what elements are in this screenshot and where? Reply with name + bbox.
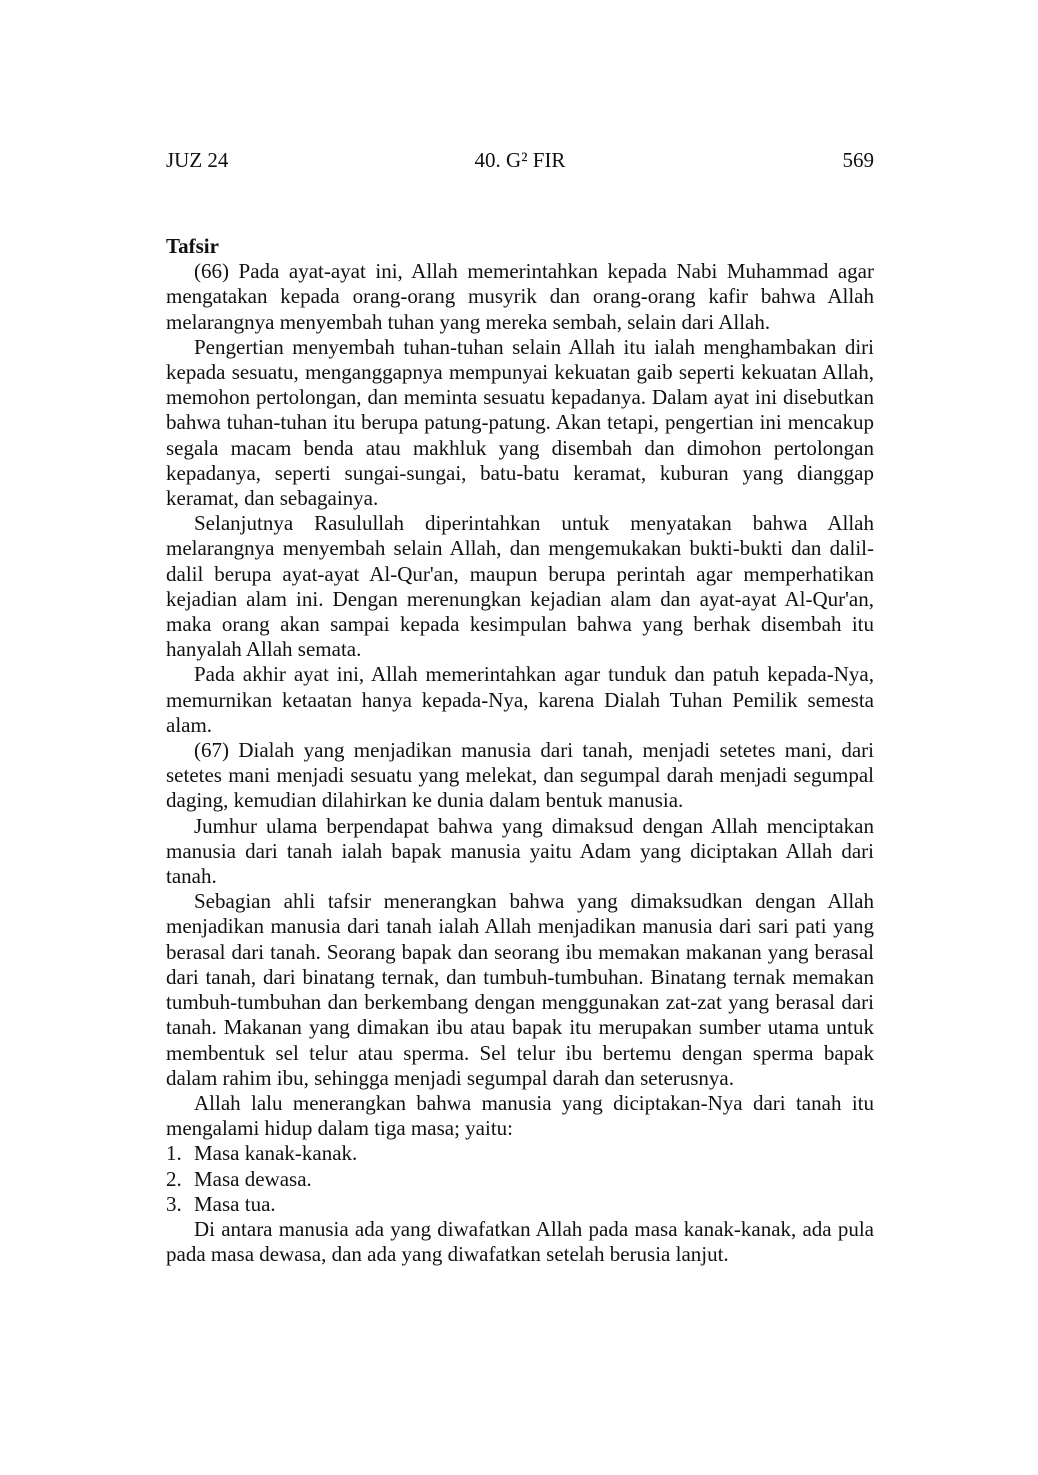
paragraph: Jumhur ulama berpendapat bahwa yang dimaksud dengan Allah menciptakan manusia dari tanah ialah bapak manusia yaitu Adam yang diciptakan Allah dari tanah. (166, 813, 874, 889)
paragraph: (66) Pada ayat-ayat ini, Allah memerintahkan kepada Nabi Muhammad agar mengatakan kepada orang-orang musyrik dan orang-orang kafir bahwa Allah melarangnya menyembah tuhan yang mereka sembah, selain dari Allah. (166, 259, 874, 334)
page-header (166, 145, 874, 175)
list-number: 2. (166, 1166, 182, 1191)
paragraph: Selanjutnya Rasulullah diperintahkan untuk menyatakan bahwa Allah melarangnya menyembah selain Allah, dan mengemukakan bukti-bukti dan dalil-dalil berupa ayat-ayat Al-Qur'an, maupun berupa perintah agar memperhatikan kejadian alam ini. Dengan merenungkan kejadian alam dan ayat-ayat Al-Qur'an, maka orang akan sampai kepada kesimpulan bahwa yang berhak disembah itu hanyalah Allah semata. (166, 511, 874, 662)
paragraph: Di antara manusia ada yang diwafatkan Allah pada masa kanak-kanak, ada pula pada masa dewasa, dan ada yang diwafatkan setelah berusia lanjut. (166, 1216, 874, 1267)
list-item (166, 1167, 874, 1192)
list-text: Masa tua. (194, 1191, 276, 1216)
paragraph: Allah lalu menerangkan bahwa manusia yang diciptakan-Nya dari tanah itu mengalami hidup dalam tiga masa; yaitu: (166, 1090, 874, 1141)
surah-title: 40. G² FIR (474, 148, 566, 172)
page-number: 569 (842, 148, 874, 172)
paragraph: Pengertian menyembah tuhan-tuhan selain Allah itu ialah menghambakan diri kepada sesuatu, menganggapnya mempunyai kekuatan gaib seperti kekuatan Allah, memohon pertolongan, dan meminta sesuatu kepadanya. Dalam ayat ini disebutkan bahwa tuhan-tuhan itu berupa patung-patung. Akan tetapi, pengertian ini mencakup segala macam benda atau makhluk yang disembah dan dimohon pertolongan kepadanya, seperti sungai-sungai, batu-batu keramat, kuburan yang dianggap keramat, dan sebagainya. (166, 334, 874, 511)
list-item (166, 1192, 874, 1217)
page-body (166, 234, 874, 1267)
list-text: Masa kanak-kanak. (194, 1141, 358, 1166)
list-number: 3. (166, 1191, 182, 1216)
paragraph: (67) Dialah yang menjadikan manusia dari tanah, menjadi setetes mani, dari setetes mani menjadi sesuatu yang melekat, dan segumpal darah menjadi segumpal daging, kemudian dilahirkan ke dunia dalam bentuk manusia. (166, 738, 874, 813)
list-item (166, 1141, 874, 1166)
paragraph: Pada akhir ayat ini, Allah memerintahkan agar tunduk dan patuh kepada-Nya, memurnikan ketaatan hanya kepada-Nya, karena Dialah Tuhan Pemilik semesta alam. (166, 662, 874, 737)
numbered-list (166, 1141, 874, 1217)
list-number: 1. (166, 1141, 182, 1166)
list-text: Masa dewasa. (194, 1166, 312, 1191)
juz-label: JUZ 24 (166, 148, 229, 172)
paragraph: Sebagian ahli tafsir menerangkan bahwa yang dimaksudkan dengan Allah menjadikan manusia dari tanah ialah Allah menjadikan manusia dari sari pati yang berasal dari tanah. Seorang bapak dan seorang ibu memakan makanan yang berasal dari tanah, dari binatang ternak, dan tumbuh-tumbuhan. Binatang ternak memakan tumbuh-tumbuhan dan berkembang dengan menggunakan zat-zat yang berasal dari tanah. Makanan yang dimakan ibu atau bapak itu merupakan sumber utama untuk membentuk sel telur atau sperma. Sel telur ibu bertemu dengan sperma bapak dalam rahim ibu, sehingga menjadi segumpal darah dan seterusnya. (166, 889, 874, 1090)
section-title: Tafsir (166, 234, 219, 258)
